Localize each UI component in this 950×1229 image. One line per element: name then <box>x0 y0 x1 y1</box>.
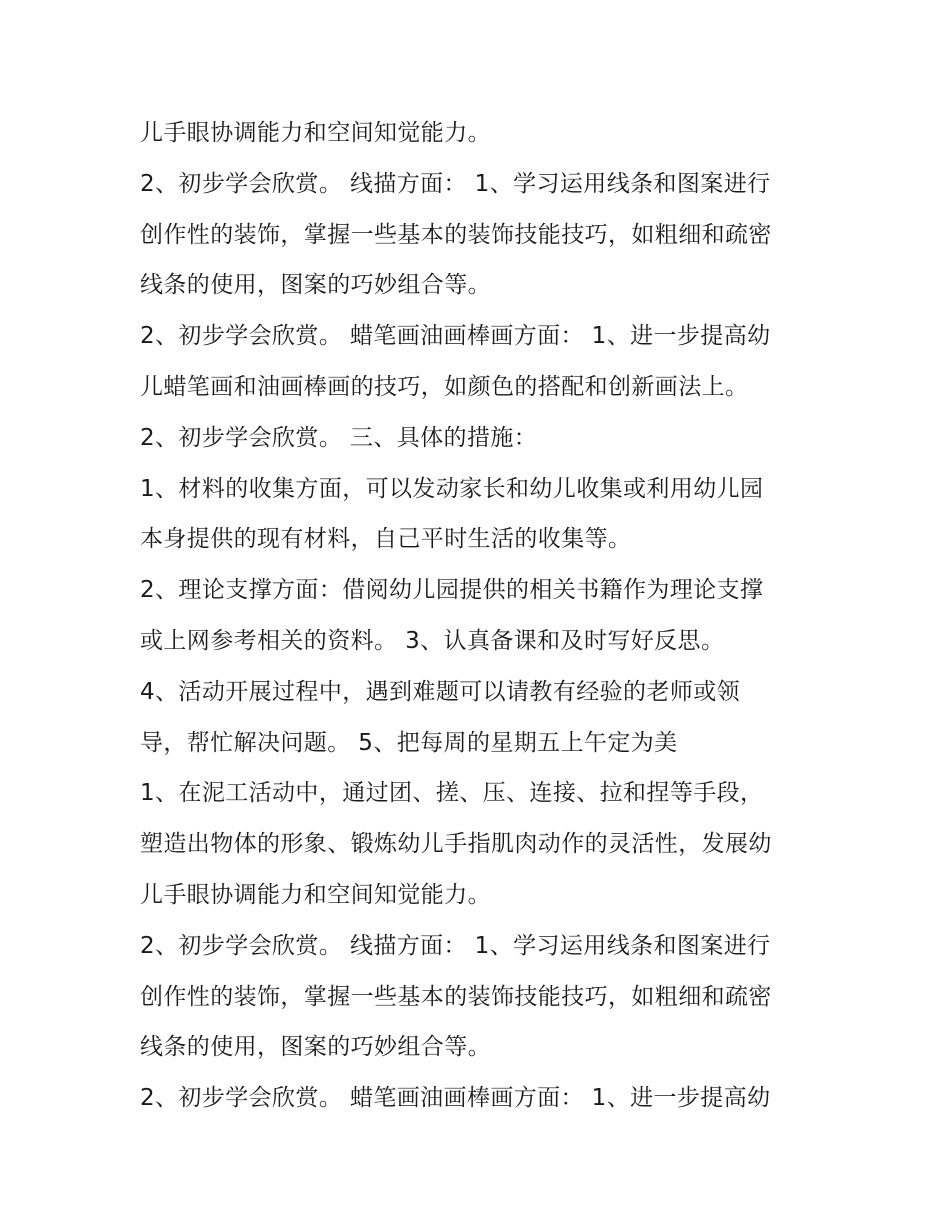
text-line: 本身提供的现有材料，自己平时生活的收集等。 <box>140 526 632 553</box>
text-line: 创作性的装饰，掌握一些基本的装饰技能技巧，如粗细和疏密 <box>140 983 772 1010</box>
text-line: 2、初步学会欣赏。 线描方面： 1、学习运用线条和图案进行 <box>140 170 771 197</box>
text-line: 1、材料的收集方面，可以发动家长和幼儿收集或利用幼儿园 <box>140 475 764 502</box>
text-line: 儿蜡笔画和油画棒画的技巧，如颜色的搭配和创新画法上。 <box>140 373 749 400</box>
text-line: 儿手眼协调能力和空间知觉能力。 <box>140 881 491 908</box>
text-line: 导，帮忙解决问题。 5、把每周的星期五上午定为美 <box>140 729 678 756</box>
text-line: 创作性的装饰，掌握一些基本的装饰技能技巧，如粗细和疏密 <box>140 221 772 248</box>
text-line: 2、理论支撑方面：借阅幼儿园提供的相关书籍作为理论支撑 <box>140 577 764 604</box>
text-line: 4、活动开展过程中，遇到难题可以请教有经验的老师或领 <box>140 678 741 705</box>
text-line: 2、初步学会欣赏。 三、具体的措施： <box>140 424 538 451</box>
text-line: 2、初步学会欣赏。 线描方面： 1、学习运用线条和图案进行 <box>140 932 771 959</box>
text-line: 2、初步学会欣赏。 蜡笔画油画棒画方面： 1、进一步提高幼 <box>140 323 771 350</box>
text-line: 或上网参考相关的资料。 3、认真备课和及时写好反思。 <box>140 627 725 654</box>
text-line: 儿手眼协调能力和空间知觉能力。 <box>140 120 491 146</box>
text-line: 2、初步学会欣赏。 蜡笔画油画棒画方面： 1、进一步提高幼 <box>140 1085 771 1112</box>
document-body <box>140 108 840 1124</box>
text-line: 塑造出物体的形象、锻炼幼儿手指肌肉动作的灵活性，发展幼 <box>140 831 772 858</box>
text-line: 1、在泥工活动中，通过团、搓、压、连接、拉和捏等手段， <box>140 780 764 807</box>
text-line: 线条的使用，图案的巧妙组合等。 <box>140 272 491 299</box>
text-line: 线条的使用，图案的巧妙组合等。 <box>140 1034 491 1061</box>
